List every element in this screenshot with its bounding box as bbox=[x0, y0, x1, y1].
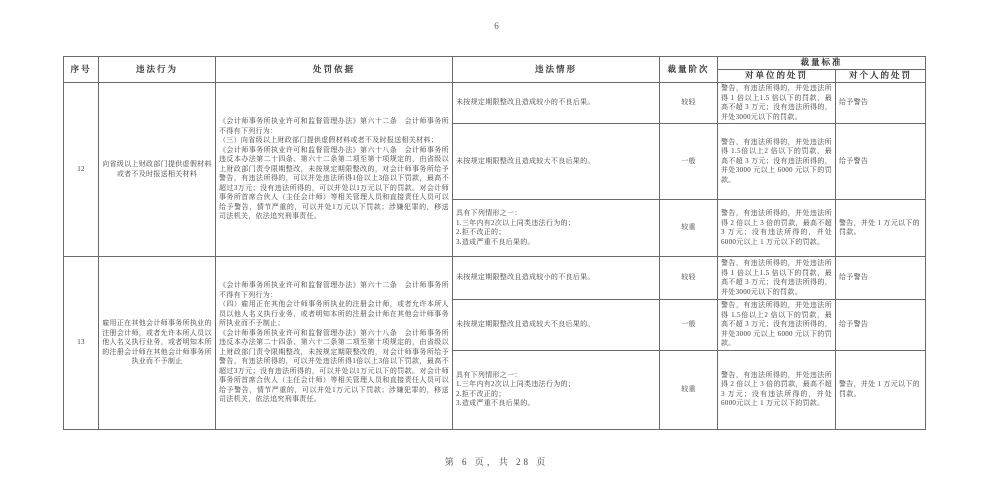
circumstance-cell: 未按规定期限整改且造成较小的不良后果。 bbox=[453, 83, 660, 124]
individual-penalty-cell: 警告，并处 1 万元以下的罚款。 bbox=[836, 350, 926, 429]
individual-penalty-cell: 给予警告 bbox=[836, 124, 926, 200]
table-row bbox=[64, 257, 926, 300]
tier-cell: 一般 bbox=[660, 124, 718, 200]
circumstance-cell: 未按规定期限整改且造成较大不良后果的。 bbox=[453, 300, 660, 351]
unit-penalty-cell: 警告，有违法所得的，并处违法所得 1 倍以上1.5 倍以下的罚款，最高不超 3 万元；没有违法所得的，并处3000元以下的罚款。 bbox=[718, 257, 836, 300]
individual-penalty-cell: 给予警告 bbox=[836, 300, 926, 351]
seq-cell: 12 bbox=[64, 83, 99, 257]
table-row bbox=[64, 83, 926, 124]
circumstance-cell: 未按规定期限整改且造成较大不良后果的。 bbox=[453, 124, 660, 200]
unit-penalty-cell: 警告，有违法所得的，并处违法所得 2 倍以上 3 倍的罚款，最高不超 3 万元；没有违法所得的，并处 6000元以上 1 万元以下的罚款。 bbox=[718, 200, 836, 257]
header-tier: 裁量阶次 bbox=[660, 57, 718, 83]
header-individual-penalty: 对个人的处罚 bbox=[836, 70, 926, 83]
unit-penalty-cell: 警告，有违法所得的，并处违法所得 1 倍以上1.5 倍以下的罚款，最高不超 3 万元；没有违法所得的，并处3000元以下的罚款。 bbox=[718, 83, 836, 124]
table-header-row-1 bbox=[64, 57, 926, 70]
unit-penalty-cell: 警告，有违法所得的，并处违法所得 2 倍以上 3 倍的罚款，最高不超 3 万元；没有违法所得的，并处 6000元以上 1 万元以下的罚款。 bbox=[718, 350, 836, 429]
circumstance-cell: 具有下列情形之一： 1.三年内有2次以上同类违法行为的； 2.拒不改正的； 3.造成严重不良后果的。 bbox=[453, 350, 660, 429]
header-unit-penalty: 对单位的处罚 bbox=[718, 70, 836, 83]
seq-cell: 13 bbox=[64, 257, 99, 430]
unit-penalty-cell: 警告，有违法所得的，并处违法所得 1.5倍以上2 倍以下的罚款，最高不超 3 万元；没有违法所得的，并处3000 元以上 6000 元以下的罚款。 bbox=[718, 300, 836, 351]
page-number-top: 6 bbox=[494, 21, 499, 31]
circumstance-cell: 未按规定期限整改且造成较小的不良后果。 bbox=[453, 257, 660, 300]
basis-cell: 《会计师事务所执业许可和监督管理办法》第六十二条 会计师事务所不得有下列行为： （四）雇用正在其他会计师事务所执业的注册会计师，或者允许本所人员以他人名义执行业务，或者明知本所的注册会计师在其他会计师事务所执业而不予制止； 《会计师事务所执业许可和监督管理办法》第六十八条 会计师事务所违反本办法第二十四条、第六十二条第二项至第十项规定的，由省级以上财政部门责令限期整改，未按规定期限整改的，对会计师事务所给予警告，有违法所得的，可以并处违法所得1倍以上3倍以下罚款，最高不超过3万元；没有违法所得的，可以并处以1万元以下的罚款。对会计师事务所首席合伙人（主任会计师）等相关管理人员和直接责任人员可以给予警告，情节严重的，可以并处1万元以下罚款；涉嫌犯罪的，移送司法机关，依法追究刑事责任。 bbox=[216, 257, 453, 430]
header-standard: 裁量标准 bbox=[718, 57, 926, 70]
tier-cell: 较轻 bbox=[660, 257, 718, 300]
tier-cell: 一般 bbox=[660, 300, 718, 351]
tier-cell: 较重 bbox=[660, 350, 718, 429]
header-behavior: 违法行为 bbox=[99, 57, 216, 83]
unit-penalty-cell: 警告，有违法所得的，并处违法所得 1.5倍以上2 倍以下的罚款，最高不超 3 万元；没有违法所得的，并处3000 元以上 6000 元以下的罚款。 bbox=[718, 124, 836, 200]
penalty-discretion-table bbox=[63, 56, 926, 430]
individual-penalty-cell: 给予警告 bbox=[836, 257, 926, 300]
behavior-cell: 向省级以上财政部门提供虚假材料或者不及时报送相关材料 bbox=[99, 83, 216, 257]
header-seq: 序号 bbox=[64, 57, 99, 83]
header-circumstance: 违法情形 bbox=[453, 57, 660, 83]
individual-penalty-cell: 警告，并处 1 万元以下的罚款。 bbox=[836, 200, 926, 257]
behavior-cell: 雇用正在其他会计师事务所执业的注册会计师，或者允许本所人员以他人名义执行业务，或者明知本所的注册会计师在其他会计师事务所执业而不予制止 bbox=[99, 257, 216, 430]
basis-cell: 《会计师事务所执业许可和监督管理办法》第六十二条 会计师事务所不得有下列行为： （三）向省级以上财政部门提供虚假材料或者不及时报送相关材料； 《会计师事务所执业许可和监督管理办法》第六十八条 会计师事务所违反本办法第二十四条、第六十二条第二项至第十项规定的，由省级以上财政部门责令限期整改，未按规定期限整改的，对会计师事务所给予警告，有违法所得的，可以并处违法所得1倍以上3倍以下罚款，最高不超过3万元；没有违法所得的，可以并处以1万元以下的罚款。对会计师事务所首席合伙人（主任会计师）等相关管理人员和直接责任人员可以给予警告，情节严重的，可以并处1万元以下罚款；涉嫌犯罪的，移送司法机关，依法追究刑事责任。 bbox=[216, 83, 453, 257]
tier-cell: 较重 bbox=[660, 200, 718, 257]
header-basis: 处罚依据 bbox=[216, 57, 453, 83]
circumstance-cell: 具有下列情形之一： 1.三年内有2次以上同类违法行为的； 2.拒不改正的； 3.造成严重不良后果的。 bbox=[453, 200, 660, 257]
individual-penalty-cell: 给予警告 bbox=[836, 83, 926, 124]
page-footer: 第 6 页，共 28 页 bbox=[444, 457, 549, 467]
tier-cell: 较轻 bbox=[660, 83, 718, 124]
